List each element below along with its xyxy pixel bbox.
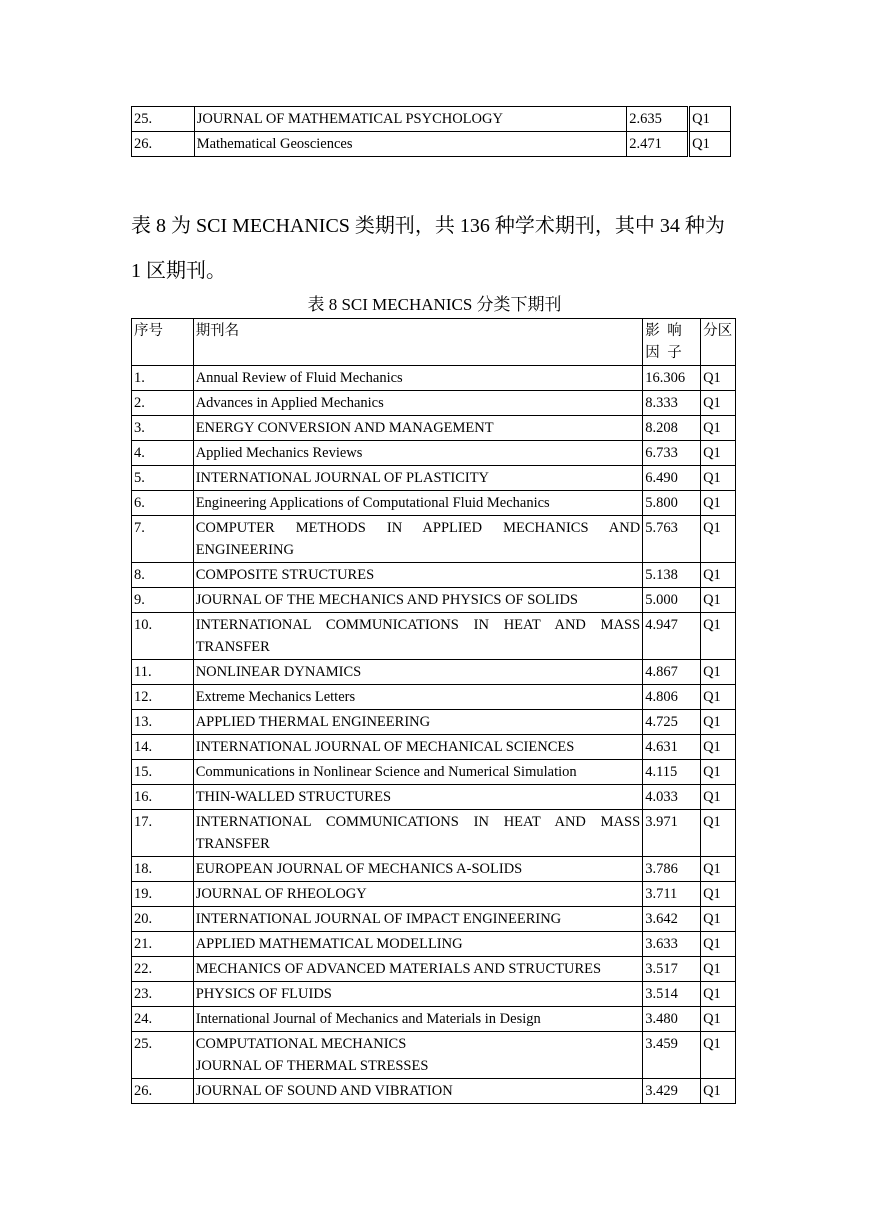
journal-name-text: Extreme Mechanics Letters — [195, 689, 356, 705]
journal-name-cell — [193, 735, 643, 760]
journal-name-text: ENERGY CONVERSION AND MANAGEMENT — [195, 420, 494, 436]
impact-factor-cell: 3.459 — [643, 1032, 701, 1079]
table-row — [132, 810, 736, 857]
impact-factor-cell: 5.000 — [643, 588, 701, 613]
impact-factor-cell: 4.631 — [643, 735, 701, 760]
journal-name-cell — [193, 391, 643, 416]
intro-paragraph-line-1: 表 8 为 SCI MECHANICS 类期刊，共 136 种学术期刊，其中 34 种为 — [131, 215, 725, 237]
journal-name-text: COMPOSITE STRUCTURES — [195, 567, 375, 583]
table-row — [132, 441, 736, 466]
quartile-cell: Q1 — [701, 760, 736, 785]
serial-number-cell: 16. — [132, 785, 194, 810]
table-row — [132, 710, 736, 735]
journal-name-cell — [193, 441, 643, 466]
serial-number-cell: 20. — [132, 907, 194, 932]
table-row — [132, 982, 736, 1007]
table-row — [132, 613, 736, 660]
intro-paragraph-line-2: 1 区期刊。 — [131, 260, 226, 282]
journal-name-cell — [193, 1079, 643, 1104]
quartile-cell: Q1 — [701, 957, 736, 982]
quartile-cell: Q1 — [701, 982, 736, 1007]
impact-factor-cell: 4.947 — [643, 613, 701, 660]
quartile-cell: Q1 — [701, 685, 736, 710]
serial-number-cell: 8. — [132, 563, 194, 588]
continued-journal-table — [131, 106, 731, 157]
journal-name-text: INTERNATIONAL COMMUNICATIONS IN HEAT AND MASS TRANSFER — [195, 617, 641, 655]
table-row — [132, 882, 736, 907]
table-row — [132, 685, 736, 710]
table-row — [132, 785, 736, 810]
journal-name-text: INTERNATIONAL JOURNAL OF PLASTICITY — [195, 470, 490, 486]
journal-name-cell — [193, 563, 643, 588]
serial-number-cell: 19. — [132, 882, 194, 907]
impact-factor-cell: 4.115 — [643, 760, 701, 785]
impact-factor-cell: 3.642 — [643, 907, 701, 932]
table-row — [132, 132, 731, 157]
impact-factor-cell: 4.867 — [643, 660, 701, 685]
header-journal-name: 期刊名 — [193, 319, 643, 366]
journal-name-cell — [193, 366, 643, 391]
journal-name-cell — [193, 907, 643, 932]
quartile-cell: Q1 — [701, 1032, 736, 1079]
quartile-cell: Q1 — [701, 735, 736, 760]
journal-name-cell — [193, 857, 643, 882]
serial-number-cell: 22. — [132, 957, 194, 982]
journal-name-text: APPLIED MATHEMATICAL MODELLING — [195, 936, 463, 952]
table-caption: 表 8 SCI MECHANICS 分类下期刊 — [307, 295, 562, 314]
serial-number-cell: 18. — [132, 857, 194, 882]
impact-factor-cell: 2.471 — [627, 132, 689, 157]
impact-factor-cell: 8.208 — [643, 416, 701, 441]
mechanics-journal-table — [131, 318, 736, 1104]
serial-number-cell: 11. — [132, 660, 194, 685]
impact-factor-cell: 5.763 — [643, 516, 701, 563]
journal-name-text: APPLIED THERMAL ENGINEERING — [195, 714, 431, 730]
quartile-cell: Q1 — [701, 441, 736, 466]
serial-number-cell: 4. — [132, 441, 194, 466]
quartile-cell: Q1 — [701, 391, 736, 416]
serial-number-cell: 2. — [132, 391, 194, 416]
journal-name-text-secondary: JOURNAL OF THERMAL STRESSES — [195, 1058, 429, 1074]
quartile-cell: Q1 — [701, 516, 736, 563]
header-impact-factor: 影 响 因 子 — [643, 319, 701, 366]
quartile-cell: Q1 — [701, 491, 736, 516]
journal-name-text: MECHANICS OF ADVANCED MATERIALS AND STRUCTURES — [195, 961, 602, 977]
quartile-cell: Q1 — [701, 907, 736, 932]
serial-number-cell: 12. — [132, 685, 194, 710]
quartile-cell: Q1 — [701, 810, 736, 857]
impact-factor-cell: 3.633 — [643, 932, 701, 957]
table-header-row — [132, 319, 736, 366]
mechanics-journal-table-body — [132, 319, 736, 1104]
journal-name-text: EUROPEAN JOURNAL OF MECHANICS A-SOLIDS — [195, 861, 523, 877]
journal-name-cell — [193, 810, 643, 857]
serial-number-cell: 21. — [132, 932, 194, 957]
impact-factor-cell: 2.635 — [627, 107, 689, 132]
serial-number-cell: 23. — [132, 982, 194, 1007]
quartile-cell: Q1 — [701, 366, 736, 391]
serial-number-cell: 5. — [132, 466, 194, 491]
serial-number-cell: 1. — [132, 366, 194, 391]
journal-name-cell — [193, 1007, 643, 1032]
impact-factor-cell: 6.733 — [643, 441, 701, 466]
journal-name-text: THIN-WALLED STRUCTURES — [195, 789, 392, 805]
serial-number-cell: 6. — [132, 491, 194, 516]
journal-name-cell — [193, 957, 643, 982]
journal-name-cell — [193, 710, 643, 735]
quartile-cell: Q1 — [701, 785, 736, 810]
serial-number-cell: 26. — [132, 1079, 194, 1104]
journal-name-cell — [193, 685, 643, 710]
table-row — [132, 1007, 736, 1032]
impact-factor-cell: 6.490 — [643, 466, 701, 491]
table-row — [132, 416, 736, 441]
table-row — [132, 391, 736, 416]
table-row — [132, 588, 736, 613]
serial-number-cell: 26. — [132, 132, 195, 157]
quartile-cell: Q1 — [701, 416, 736, 441]
quartile-cell: Q1 — [689, 132, 731, 157]
impact-factor-cell: 16.306 — [643, 366, 701, 391]
impact-factor-cell: 8.333 — [643, 391, 701, 416]
quartile-cell: Q1 — [701, 882, 736, 907]
journal-name-text: INTERNATIONAL JOURNAL OF MECHANICAL SCIENCES — [195, 739, 575, 755]
table-row — [132, 957, 736, 982]
serial-number-cell: 9. — [132, 588, 194, 613]
serial-number-cell: 15. — [132, 760, 194, 785]
serial-number-cell: 7. — [132, 516, 194, 563]
journal-name-cell: JOURNAL OF MATHEMATICAL PSYCHOLOGY — [194, 107, 627, 132]
impact-factor-cell: 4.806 — [643, 685, 701, 710]
serial-number-cell: 25. — [132, 107, 195, 132]
quartile-cell: Q1 — [701, 613, 736, 660]
impact-factor-cell: 3.429 — [643, 1079, 701, 1104]
journal-name-cell — [193, 882, 643, 907]
journal-name-text: INTERNATIONAL COMMUNICATIONS IN HEAT AND MASS TRANSFER — [195, 814, 641, 852]
journal-name-text: JOURNAL OF SOUND AND VIBRATION — [195, 1083, 453, 1099]
impact-factor-cell: 5.800 — [643, 491, 701, 516]
header-quartile: 分区 — [701, 319, 736, 366]
serial-number-cell: 13. — [132, 710, 194, 735]
table-row — [132, 660, 736, 685]
journal-name-cell: Mathematical Geosciences — [194, 132, 627, 157]
journal-name-cell — [193, 1032, 643, 1079]
serial-number-cell: 25. — [132, 1032, 194, 1079]
table-row — [132, 563, 736, 588]
journal-name-text: NONLINEAR DYNAMICS — [195, 664, 362, 680]
table-row — [132, 1032, 736, 1079]
journal-name-text: JOURNAL OF THE MECHANICS AND PHYSICS OF SOLIDS — [195, 592, 578, 608]
journal-name-text: COMPUTATIONAL MECHANICS — [195, 1036, 407, 1052]
quartile-cell: Q1 — [701, 932, 736, 957]
serial-number-cell: 14. — [132, 735, 194, 760]
table-row — [132, 107, 731, 132]
table-row — [132, 735, 736, 760]
table-row — [132, 491, 736, 516]
impact-factor-cell: 3.514 — [643, 982, 701, 1007]
journal-name-cell — [193, 516, 643, 563]
impact-factor-cell: 4.033 — [643, 785, 701, 810]
serial-number-cell: 17. — [132, 810, 194, 857]
journal-name-text: INTERNATIONAL JOURNAL OF IMPACT ENGINEERING — [195, 911, 562, 927]
impact-factor-cell: 4.725 — [643, 710, 701, 735]
journal-name-text: Engineering Applications of Computational Fluid Mechanics — [195, 495, 550, 511]
journal-name-text: PHYSICS OF FLUIDS — [195, 986, 332, 1002]
quartile-cell: Q1 — [701, 563, 736, 588]
impact-factor-cell: 3.480 — [643, 1007, 701, 1032]
serial-number-cell: 24. — [132, 1007, 194, 1032]
table-row — [132, 907, 736, 932]
journal-name-cell — [193, 491, 643, 516]
table-row — [132, 1079, 736, 1104]
continued-journal-table-body — [132, 107, 731, 157]
journal-name-cell — [193, 660, 643, 685]
quartile-cell: Q1 — [701, 466, 736, 491]
journal-name-cell — [193, 760, 643, 785]
journal-name-cell — [193, 932, 643, 957]
impact-factor-cell: 3.786 — [643, 857, 701, 882]
impact-factor-cell: 3.517 — [643, 957, 701, 982]
table-row — [132, 760, 736, 785]
journal-name-cell — [193, 588, 643, 613]
journal-name-cell — [193, 982, 643, 1007]
journal-name-cell — [193, 416, 643, 441]
journal-name-text: International Journal of Mechanics and Materials in Design — [195, 1011, 541, 1027]
journal-name-text: Communications in Nonlinear Science and Numerical Simulation — [195, 764, 577, 780]
journal-name-text: COMPUTER METHODS IN APPLIED MECHANICS AND ENGINEERING — [195, 520, 641, 558]
serial-number-cell: 10. — [132, 613, 194, 660]
table-row — [132, 857, 736, 882]
impact-factor-cell: 3.971 — [643, 810, 701, 857]
header-serial-number: 序号 — [132, 319, 194, 366]
quartile-cell: Q1 — [701, 710, 736, 735]
table-row — [132, 366, 736, 391]
table-row — [132, 516, 736, 563]
journal-name-cell — [193, 613, 643, 660]
journal-name-text: JOURNAL OF RHEOLOGY — [195, 886, 367, 902]
quartile-cell: Q1 — [689, 107, 731, 132]
table-row — [132, 466, 736, 491]
table-row — [132, 932, 736, 957]
quartile-cell: Q1 — [701, 857, 736, 882]
journal-name-text: Advances in Applied Mechanics — [195, 395, 384, 411]
serial-number-cell: 3. — [132, 416, 194, 441]
impact-factor-cell: 5.138 — [643, 563, 701, 588]
journal-name-cell — [193, 466, 643, 491]
quartile-cell: Q1 — [701, 1079, 736, 1104]
journal-name-cell — [193, 785, 643, 810]
impact-factor-cell: 3.711 — [643, 882, 701, 907]
journal-name-text: Annual Review of Fluid Mechanics — [195, 370, 403, 386]
quartile-cell: Q1 — [701, 588, 736, 613]
quartile-cell: Q1 — [701, 1007, 736, 1032]
journal-name-text: Applied Mechanics Reviews — [195, 445, 363, 461]
quartile-cell: Q1 — [701, 660, 736, 685]
